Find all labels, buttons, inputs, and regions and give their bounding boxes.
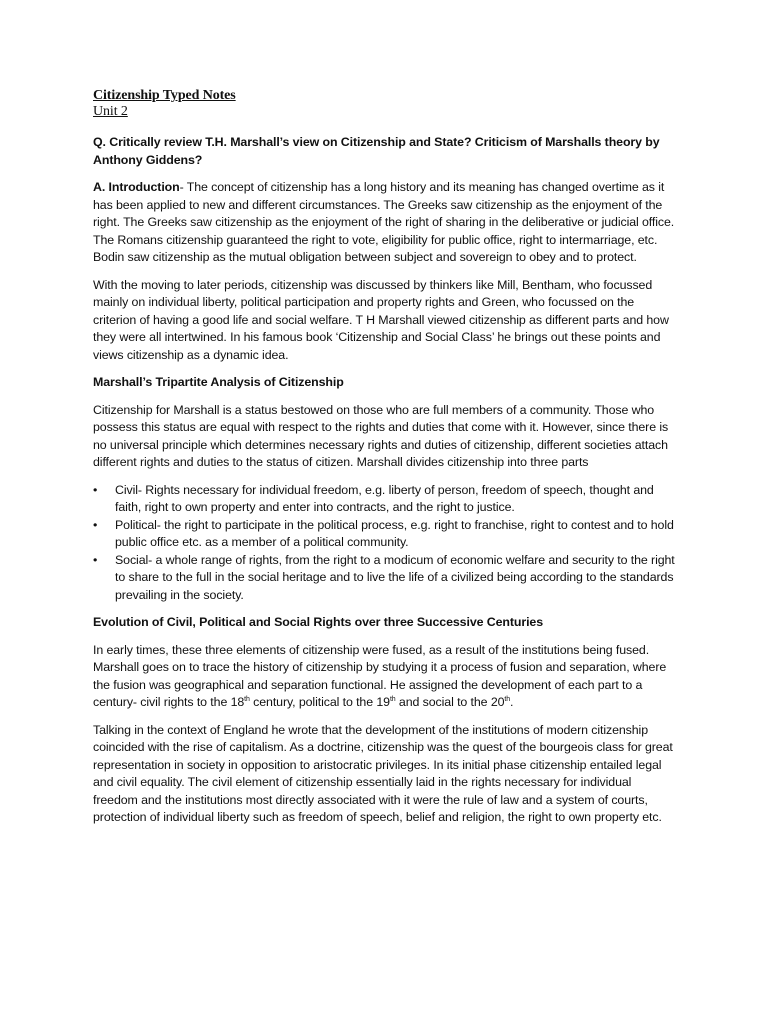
tripartite-paragraph: Citizenship for Marshall is a status bestowed on those who are full members of a community. Those who possess this status are equal with respect to the rights and duties that come with it. However, since there is no universal principle which determines necessary rights and duties of citizenship, different societies attach different rights and duties to the status of citizen. Marshall divides citizenship into three parts bbox=[93, 402, 669, 469]
list-item-text: - a whole range of rights, from the right to a modicum of economic welfare and security to the right to share to the full in the social heritage and to live the life of a civilized being according to the standards prevailing in the society. bbox=[115, 552, 675, 602]
introduction-paragraph bbox=[93, 179, 678, 267]
text-run: and social to the 20 bbox=[395, 695, 505, 709]
list-item-term: Civil bbox=[115, 482, 138, 497]
superscript: th bbox=[244, 696, 250, 703]
list-item bbox=[93, 552, 678, 605]
text-run: In early times, these three elements of citizenship were fused, as a result of the institutions being fused. Marshall goes on to trace the history of citizenship by studying it a process of fusion and separation, where the fusion was geographical and separation functional. He assigned the development of each part to a century- civil rights to the 18 bbox=[93, 642, 667, 709]
later-periods-paragraph: With the moving to later periods, citizenship was discussed by thinkers like Mill, Bentham, who focussed mainly on individual liberty, political participation and property rights and Green, who focussed on the criterion of having a good life and social welfare. T H Marshall viewed citizenship as different parts and how they were all intertwined. In his famous book ‘Citizenship and Social Class’ he brings out these points and views citizenship as a dynamic idea. bbox=[93, 277, 669, 362]
evolution-heading: Evolution of Civil, Political and Social Rights over three Successive Centuries bbox=[93, 615, 543, 629]
tripartite-heading: Marshall’s Tripartite Analysis of Citizenship bbox=[93, 375, 344, 389]
document-unit: Unit 2 bbox=[93, 104, 128, 119]
bullet-icon: • bbox=[93, 552, 98, 567]
introduction-text: - The concept of citizenship has a long history and its meaning has changed overtime as it has been applied to new and different circumstances. The Greeks saw citizenship as the enjoyment of the right. The Greeks saw citizenship as the enjoyment of the right of sharing in the deliberative or judicial office. The Romans citizenship guaranteed the right to vote, eligibility for public office, right to intermarriage, etc. Bodin saw citizenship as the mutual obligation between subject and sovereign to obey and to protect. bbox=[93, 180, 675, 264]
bullet-icon: • bbox=[93, 517, 98, 532]
superscript: th bbox=[389, 696, 396, 703]
superscript: th bbox=[504, 696, 511, 703]
list-item-text: - the right to participate in the political process, e.g. right to franchise, right to contest and to hold public office etc. as a member of a political community. bbox=[115, 517, 674, 549]
question-heading: Q. Critically review T.H. Marshall’s view on Citizenship and State? Criticism of Marshalls theory by Anthony Giddens? bbox=[93, 135, 660, 167]
list-item-term: Social bbox=[115, 552, 149, 567]
text-run: . bbox=[510, 695, 514, 709]
document-body bbox=[93, 88, 678, 837]
list-item-text: - Rights necessary for individual freedom, e.g. liberty of person, freedom of speech, thought and faith, right to own property and enter into contracts, and the right to justice. bbox=[115, 482, 654, 514]
bullet-icon: • bbox=[93, 482, 98, 497]
list-item bbox=[93, 482, 678, 517]
evolution-paragraph-1 bbox=[93, 642, 678, 712]
rights-list bbox=[93, 482, 678, 605]
list-item bbox=[93, 517, 678, 552]
introduction-label: A. Introduction bbox=[93, 180, 180, 194]
text-run: century, political to the 19 bbox=[249, 695, 390, 709]
document-title: Citizenship Typed Notes bbox=[93, 88, 236, 103]
evolution-paragraph-2: Talking in the context of England he wrote that the development of the institutions of modern citizenship coincided with the rise of capitalism. As a doctrine, citizenship was the quest of the bourgeois class for great representation in society in opposition to aristocratic privileges. In its initial phase citizenship entailed legal and civil equality. The civil element of citizenship essentially laid in the rights necessary for individual freedom and the institutions most directly associated with it were the rule of law and a system of courts, protection of individual liberty such as freedom of speech, belief and religion, the right to own property etc. bbox=[93, 722, 673, 824]
list-item-term: Political bbox=[115, 517, 157, 532]
